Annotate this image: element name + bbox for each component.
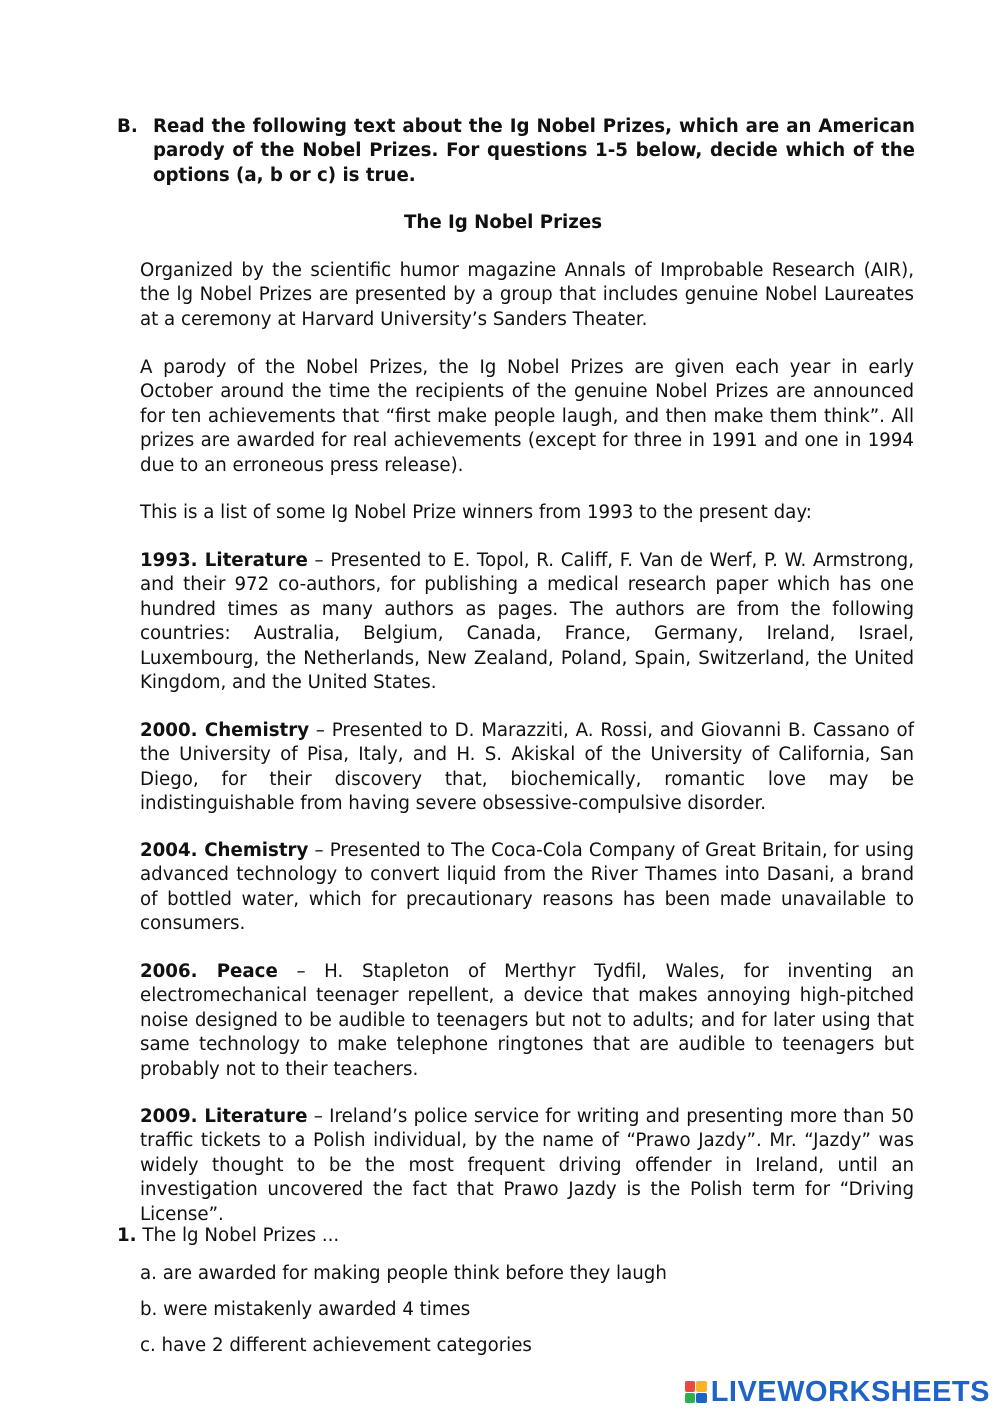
- winner-entry: [140, 839, 914, 937]
- intro-paragraph: This is a list of some Ig Nobel Prize winners from 1993 to the present day:: [140, 502, 812, 523]
- instruction-text: Read the following text about the Ig Nobel Prizes, which are an American parody of the Nobel Prizes. For questions 1-5 below, decide which of the options (a, b or c) is true.: [153, 116, 915, 186]
- winner-entry: [140, 960, 914, 1082]
- question-number: 1.: [117, 1225, 137, 1246]
- winner-entry: [140, 719, 914, 817]
- question-1: [117, 1224, 339, 1248]
- winner-entry: [140, 549, 914, 695]
- section-letter: B.: [117, 116, 138, 137]
- answer-option-b[interactable]: b. were mistakenly awarded 4 times: [140, 1299, 471, 1320]
- logo-text: LIVEWORKSHEETS: [710, 1376, 990, 1408]
- winner-heading: 2009. Literature: [140, 1106, 308, 1127]
- answer-option-a[interactable]: a. are awarded for making people think before they laugh: [140, 1263, 667, 1284]
- winner-heading: 2000. Chemistry: [140, 720, 310, 741]
- answer-option-c[interactable]: c. have 2 different achievement categories: [140, 1335, 532, 1356]
- intro-paragraph: A parody of the Nobel Prizes, the Ig Nobel Prizes are given each year in early October around the time the recipients of the genuine Nobel Prizes are announced for ten achievements that “first make people laugh, and then make them think”. All prizes are awarded for real achievements (except for three in 1991 and one in 1994 due to an erroneous press release).: [140, 357, 914, 476]
- logo-mark-icon: [685, 1381, 707, 1403]
- winner-heading: 2006. Peace: [140, 961, 278, 982]
- winner-heading: 1993. Literature: [140, 550, 308, 571]
- winner-description: – Ireland’s police service for writing and presenting more than 50 traffic tickets to a Polish individual, by the name of “Prawo Jazdy”. Mr. “Jazdy” was widely thought to be the most frequent driving offender in Ireland, until an investigation uncovered the fact that Prawo Jazdy is the Polish term for “Driving License”.: [140, 1106, 914, 1225]
- liveworksheets-logo: [685, 1377, 990, 1407]
- winner-description: – Presented to E. Topol, R. Califf, F. Van de Werf, P. W. Armstrong, and their 972 co-authors, for publishing a medical research paper which has one hundred times as many authors as pages. The authors are from the following countries: Australia, Belgium, Canada, France, Germany, Ireland, Israel, Luxembourg, the Netherlands, New Zealand, Poland, Spain, Switzerland, the United Kingdom, and the United States.: [140, 550, 914, 694]
- instruction-block: [117, 115, 915, 188]
- question-stem: The lg Nobel Prizes ...: [142, 1225, 340, 1246]
- winner-description: – H. Stapleton of Merthyr Tydfil, Wales, for inventing an electromechanical teenager repellent, a device that makes annoying high-pitched noise designed to be audible to teenagers but not to adults; and for later using that same technology to make telephone ringtones that are audible to teenagers but probably not to their teachers.: [140, 961, 914, 1080]
- winner-heading: 2004. Chemistry: [140, 840, 309, 861]
- winner-description: – Presented to D. Marazziti, A. Rossi, and Giovanni B. Cassano of the University of Pisa, Italy, and H. S. Akiskal of the University of California, San Diego, for their discovery that, biochemically, romantic love may be indistinguishable from having severe obsessive-compulsive disorder.: [140, 720, 914, 815]
- winner-description: – Presented to The Coca-Cola Company of Great Britain, for using advanced technology to convert liquid from the River Thames into Dasani, a brand of bottled water, which for precautionary reasons has been made unavailable to consumers.: [140, 840, 914, 935]
- winner-entry: [140, 1105, 914, 1227]
- article-title: The Ig Nobel Prizes: [403, 212, 603, 233]
- intro-paragraph: Organized by the scientific humor magazine Annals of Improbable Research (AIR), the lg Nobel Prizes are presented by a group that includes genuine Nobel Laureates at a ceremony at Harvard University’s Sanders Theater.: [140, 260, 914, 330]
